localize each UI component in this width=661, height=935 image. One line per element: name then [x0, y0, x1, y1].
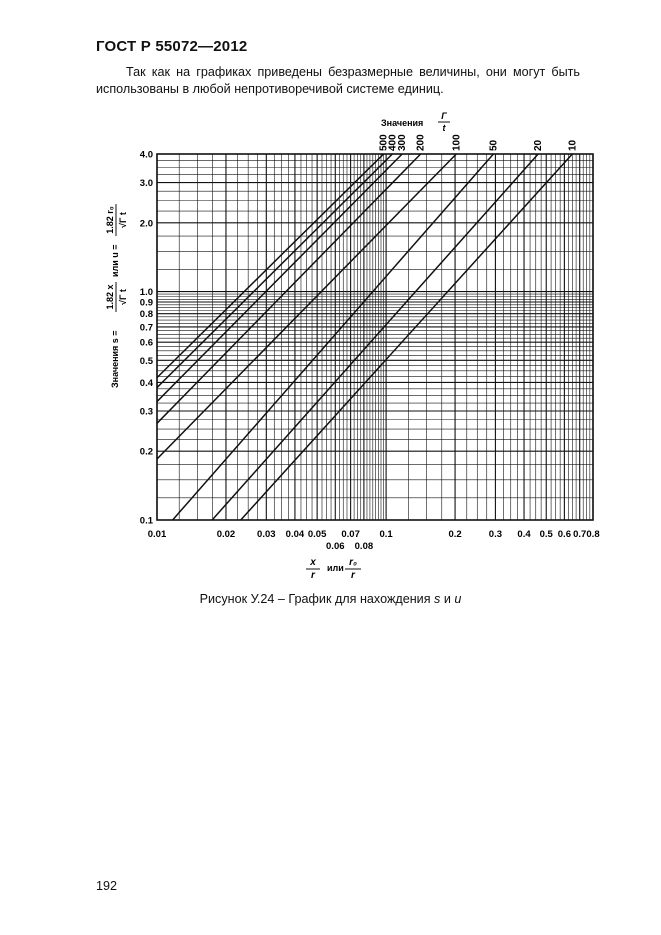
series-label-400: 400 [387, 134, 399, 151]
x-tick-label: 0.06 [326, 541, 345, 552]
x-tick-label: 0.01 [147, 529, 167, 540]
y-tick-label: 0.4 [139, 377, 153, 389]
x-tick-label: 0.7 [573, 529, 587, 540]
top-label-den: t [442, 123, 446, 133]
top-label-prefix: Значения [381, 118, 424, 128]
x-tick-label: 0.5 [539, 529, 553, 540]
x-tick-label: 0.03 [257, 529, 276, 540]
xlabel-den2: r [351, 570, 355, 581]
series-label-500: 500 [378, 134, 390, 151]
y-tick-label: 4.0 [139, 149, 153, 161]
series-label-200: 200 [415, 134, 427, 151]
intro-paragraph: Так как на графиках приведены безразмерные величины, они могут быть использованы в любой непротиворечивой системе единиц. [96, 65, 580, 96]
y-tick-label: 0.9 [139, 297, 153, 309]
xlabel-or: или [327, 563, 344, 573]
caption-and: и [440, 592, 455, 606]
y-tick-label: 0.7 [139, 322, 153, 334]
x-tick-label: 0.07 [341, 529, 360, 540]
series-label-50: 50 [488, 139, 500, 151]
caption-prefix: Рисунок У.24 – График для нахождения [199, 592, 435, 606]
top-axis-title [381, 111, 450, 133]
y-axis-title [105, 204, 128, 388]
x-tick-label: 0.05 [307, 529, 327, 540]
ylabel-prefix: Значения s = [110, 330, 120, 388]
x-tick-label: 0.2 [448, 529, 462, 540]
x-tick-label: 0.1 [379, 529, 393, 540]
xlabel-den1: r [311, 570, 315, 581]
xlabel-num2: r₀ [349, 557, 357, 568]
caption-u: u [454, 592, 462, 606]
series-line-10 [241, 154, 573, 520]
figure-caption [0, 592, 661, 606]
x-tick-label: 0.04 [285, 529, 305, 540]
y-tick-label: 1.0 [139, 287, 153, 299]
caption-s: s [434, 592, 441, 606]
series-lines [157, 154, 572, 520]
series-line-20 [212, 154, 538, 520]
y-tick-label: 0.8 [139, 309, 153, 321]
series-line-400 [157, 154, 392, 388]
series-label-100: 100 [451, 134, 463, 151]
series-label-300: 300 [397, 134, 409, 151]
y-tick-label: 2.0 [139, 218, 153, 230]
page-number: 192 [96, 879, 118, 893]
ylabel-frac2-num: 1.82 r₀ [105, 206, 115, 234]
y-tick-label: 3.0 [139, 178, 153, 190]
document-code-header: ГОСТ Р 55072—2012 [96, 38, 248, 55]
xlabel-num1: x [310, 557, 316, 568]
ylabel-frac1-den: √Γ t [118, 289, 128, 305]
y-tick-label: 0.2 [139, 446, 153, 458]
x-axis-title [306, 557, 361, 581]
x-tick-label: 0.4 [517, 529, 531, 540]
ylabel-or: или u = [110, 244, 120, 277]
y-tick-label: 0.5 [139, 355, 153, 367]
series-labels [379, 134, 579, 151]
y-tick-label: 0.1 [139, 515, 153, 527]
x-tick-labels [148, 529, 600, 552]
y-tick-labels [140, 150, 154, 527]
x-tick-label: 0.8 [586, 529, 600, 540]
series-label-10: 10 [567, 139, 579, 151]
top-label-num: Γ [441, 111, 447, 121]
x-tick-label: 0.08 [354, 541, 374, 552]
x-tick-label: 0.3 [488, 529, 503, 540]
x-tick-label: 0.6 [557, 529, 571, 540]
y-tick-label: 0.3 [139, 406, 153, 418]
series-label-20: 20 [533, 139, 545, 151]
y-tick-label: 0.6 [139, 337, 153, 349]
ylabel-frac1-num: 1.82 x [105, 284, 115, 310]
x-tick-label: 0.02 [216, 529, 236, 540]
ylabel-frac2-den: √Γ t [118, 212, 128, 228]
